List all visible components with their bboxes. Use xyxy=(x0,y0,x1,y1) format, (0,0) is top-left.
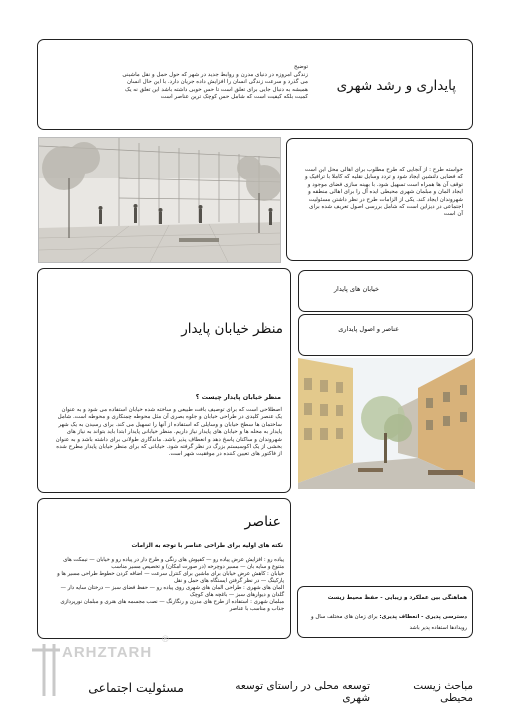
landscape-title: منظر خیابان پایدار xyxy=(181,321,283,337)
tag-sustainable-streets-label: خیابان های پایدار xyxy=(333,285,379,293)
design-goal-paragraph: خواسته طرح : از آنجایی که طرح مطلوب برای اهالی محل این است که فضایی دلنشین ایجاد شود و تردد وسایل نقلیه که کاملا با ترافیک و توقف آن ها همراه است تسهیل شود. با بهینه سازی فضای موجود و ایجاد المان و مبلمان شهری محیطی ایده آل را برای اهالی منطقه و شهروندان ایجاد کند. یکی از الزامات طرح در نظر داشتن مسئولیت اجتماعی در دیزاین است که شامل بررسی اصول تعریف شده برای آن است xyxy=(304,167,463,218)
footer-item-local-development: توسعه محلی در راستای توسعه شهری xyxy=(235,680,370,704)
street-photo xyxy=(298,358,475,489)
header-caption-label: توضیح xyxy=(294,64,308,70)
goals-line3: رویدادها استفاده پذیر باشد xyxy=(409,625,467,631)
tag-sustainable-streets xyxy=(298,270,473,312)
tag-principles-label: عناصر و اصول پایداری xyxy=(338,325,399,333)
tag-principles xyxy=(298,314,473,356)
goals-line2 xyxy=(304,614,467,620)
sketch-drawing xyxy=(39,138,281,263)
elements-box xyxy=(37,498,291,639)
goals-line1: هماهنگی بین عملکرد و زیبایی - حفظ محیط زیست xyxy=(327,595,467,601)
elements-title: عناصر xyxy=(244,514,281,530)
footer-item-social-responsibility: مسئولیت اجتماعی xyxy=(88,680,184,695)
header-paragraph: زندگی امروزه در دنیای مدرن و روابط جدید در شهر که حول حمل و نقل ماشینی می گذرد و سرعت زندگی انسان را افزایش داده جریان دارد. با این حال انسان همیشه به دنبال جایی برای تعلق است تا حس خوبی داشته باشد این تعلق نه یک کمیت بلکه کیفیت است که شامل حس کوچک ترین عناصر است xyxy=(122,72,308,101)
header-title: پایداری و رشد شهری xyxy=(336,78,456,94)
landscape-box xyxy=(37,268,291,493)
watermark-text: ARHZTARH xyxy=(62,644,153,661)
street-sketch-image xyxy=(38,137,281,263)
header-box xyxy=(37,39,473,130)
photo-drawing xyxy=(298,358,475,489)
goals-box xyxy=(297,586,473,638)
landscape-paragraph: اصطلاحی است که برای توصیف بافت طبیعی و ساخته شده خیابان استفاده می شود و به عنوان یک عنصر کلیدی در طراحی خیابان و جلوه بصری آن مثل محوطه چمنکاری و محوطه است. شامل ساختمان ها سطح خیابان و وسایلی که استفاده از آنها را تسهیل می کند. برای رسیدن به یک شهر پایدار به محله ها و خیابان های پایدار نیاز داریم. منظر خیابانی پایدار ابتدا باید بتواند به نیاز های شهروندان و ساکنان پاسخ دهد و انعطاف پذیر باشد. ماندگاری طولانی برای داشته باشد و به عنوان بخشی از یک اکوسیستم بزرگ در نظر گرفته شود. خیابانی که برای منظر خیابان پایدار مطرح شده از فاکتور های تعیین کننده در موفقیت شهر است. xyxy=(55,407,282,458)
goals-line2-rest: برای زمان های مختلف سال و xyxy=(311,614,380,620)
watermark-mark: ® xyxy=(162,634,169,644)
goals-line2-bold: دسترسی پذیری - انعطاف پذیری: xyxy=(379,614,467,620)
elements-body: پیاده رو : افزایش عرض پیاده رو — کفپوش های رنگی و طرح دار در پیاده رو و خیابان — نیمکت های متنوع و سایه بان — مسیر دوچرخه (در صورت امکان) و تخصیص مسیر مناسب خیابان : کاهش عرض خیابان برای ماشین برای کنترل سرعت — اضافه کردن خطوط طراحی مسیر ها و پارکینگ — در نظر گرفتن ایستگاه های حمل و نقل المان های شهری : طراحی المان های شهری روی پیاده رو — حفظ فضای سبز — درختان سایه دار — گلدان و دیوارهای سبز — باغچه های کوچک مبلمان شهری : استفاده از طرح های مدرن و رنگارنگ — نصب مجسمه های هنری و مبلمان نورپردازی جذاب و مناسب با عناصر xyxy=(57,557,284,612)
elements-subtitle: نکته های اولیه برای طراحی عناصر با توجه به الزامات xyxy=(131,543,283,549)
design-goal-box xyxy=(286,138,473,261)
landscape-question: منظر خیابان پایدار چیست ؟ xyxy=(195,394,281,401)
footer-item-environment: مباحث زیست محیطی xyxy=(413,680,473,704)
